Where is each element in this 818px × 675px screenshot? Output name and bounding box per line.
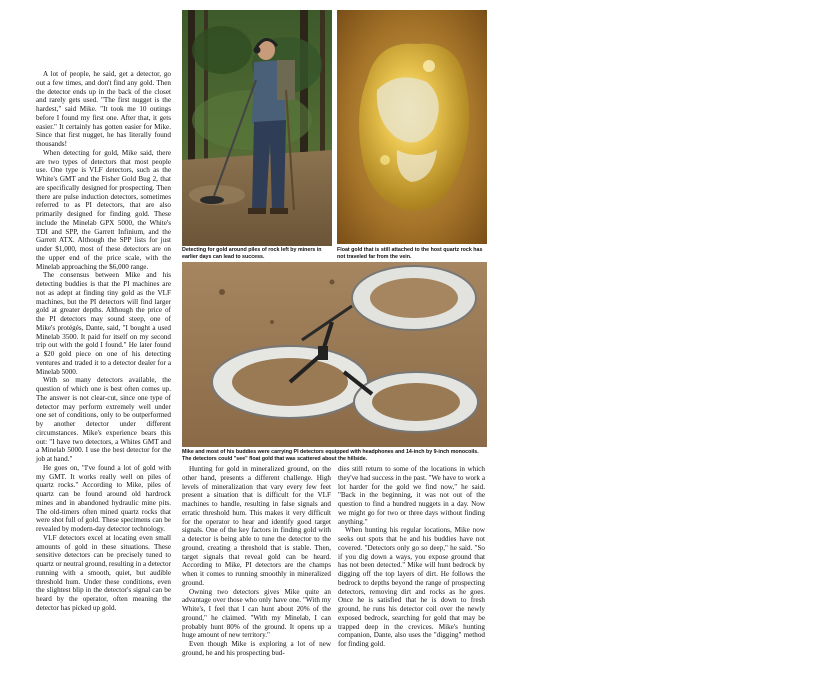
photo-credit: MARC DAVIS PHOTO xyxy=(503,201,508,250)
photo-caption: Mike and most of his buddies were carrying PI detectors equipped with headphones and 14-inch by 9-inch monocoils. The detectors could "see" float gold that was scattered about the hillside. xyxy=(182,449,479,462)
photo-caption: Detecting for gold around piles of rock left by miners in earlier days can lead to success. xyxy=(182,247,322,260)
paragraph: When detecting for gold, Mike said, there are two types of detectors that most people use. One type is VLF detectors, such as the White's GMT and the Fisher Gold Bug 2, that are specifically designed for prospecting. Then there are pulse induction detectors, sometimes referred to as PI detectors, that are also primarily designed for finding gold. These include the Minelab GPX 5000, the White's TDI and SPP, the Garrett Infinium, and the Garrett ATX. Although the SPP lists for just under $1,000, most of these detectors are on the upper end of the price scale, with the Minelab approaching the $6,000 range. xyxy=(36,148,171,271)
paragraph: When hunting his regular locations, Mike now seeks out spots that he and his buddies have not covered. "Detectors only go so deep," he said. "So if you dig down a ways, you expose ground that has not been detected." Mike will hunt bedrock by digging off the top layers of dirt. He follows the bedrock to depths beyond the range of prospecting detectors, removing dirt and rocks as he goes. Once he is satisfied that he is down to fresh ground, he runs his detector coil over the newly exposed bedrock, searching for gold that may be trapped deep in the crevices. Mike's hunting companion, Dante, also uses the "digging" method for finding gold. xyxy=(338,526,485,648)
paragraph: A lot of people, he said, get a detector, go out a few times, and don't find any gold. Then the detector ends up in the back of the closet and rarely gets used. "The first nugget is the hardest," said Mike. "It took me 10 outings before I found my first one. After that, it gets easier." It certainly has gotten easier for Mike. Since that first nugget, he has literally found thousands! xyxy=(36,70,171,148)
photo-credit: MARC DAVIS PHOTO xyxy=(367,561,372,610)
article-column-1 xyxy=(36,70,171,613)
paragraph: Owning two detectors gives Mike quite an advantage over those who only have one. "With my White's, I feel that I can hunt about 20% of the ground," he claimed. "With my Minelab, I can probably hunt 80% of the ground. It opens up a huge amount of new territory." xyxy=(182,587,331,640)
paragraph: VLF detectors excel at locating even small amounts of gold in these situations. These sensitive detectors can be precisely tuned to quartz or neutral ground, resulting in a detector running with a smooth, quiet, but audible threshold hum. Under these conditions, even the slightest blip in the detector's signal can be heard by the operator, often meaning the detector has picked up gold. xyxy=(36,533,171,612)
paragraph: dies still return to some of the locations in which they've had success in the past. "We have to work a lot harder for the gold we find now," he said. "Back in the beginning, it was not out of the question to find a hundred nuggets in a day. Now we might go for two or three days without finding anything." xyxy=(338,465,485,526)
paragraph: Even though Mike is exploring a lot of new ground, he and his prospecting bud- xyxy=(182,640,331,657)
article-column-3 xyxy=(338,465,485,649)
photo-caption: Float gold that is still attached to the host quartz rock has not traveled far from the vein. xyxy=(337,247,483,260)
paragraph: Hunting for gold in mineralized ground, on the other hand, presents a different challenge. High levels of mineralization that vary every few feet present a situation that is difficult for the VLF machines to handle, resulting in false signals and erratic threshold hum. This makes it very difficult for the operator to hear and identify good target signals. One of the key factors in finding gold with a detector is being able to tune the detector to the ground, creating a threshold that is stable. Then, target signals that reveal gold can be heard. According to Mike, PI detectors are the champs when it comes to running smoothly in mineralized ground. xyxy=(182,465,331,587)
paragraph: He goes on, "I've found a lot of gold with my GMT. It works really well on piles of quartz rocks." According to Mike, piles of quartz can be found around old hardrock mines and in abandoned hydraulic mine pits. The old-timers often mined quartz rocks that were shot full of gold. These specimens can be revealed by modern-day detector technology. xyxy=(36,463,171,533)
paragraph: The consensus between Mike and his detecting buddies is that the PI machines are not as adept at finding tiny gold as the VLF machines, but the PI detectors will find larger gold at greater depths. Although the price of the PI detectors may sound steep, one of Mike's protégés, Dante, said, "I bought a used Minelab 3500. It paid for itself on my second trip out with the gold I found." He later found a $20 gold piece on one of his detecting ventures and traded it to a detector dealer for a Minelab 5000. xyxy=(36,271,171,376)
detecting-photo xyxy=(182,10,508,250)
paragraph: With so many detectors available, the question of which one is best often comes up. The answer is not clear-cut, since one type of detector may perform extremely well under one set of conditions, only to be outperformed by another detector under different circumstances. Mike's experience bears this out: "I have two detectors, a Whites GMT and a Minelab 5000. I use the best detector for the job at hand." xyxy=(36,376,171,463)
article-column-2 xyxy=(182,465,331,658)
photo-credit: NIKI BOWEN PHOTO xyxy=(813,202,818,250)
